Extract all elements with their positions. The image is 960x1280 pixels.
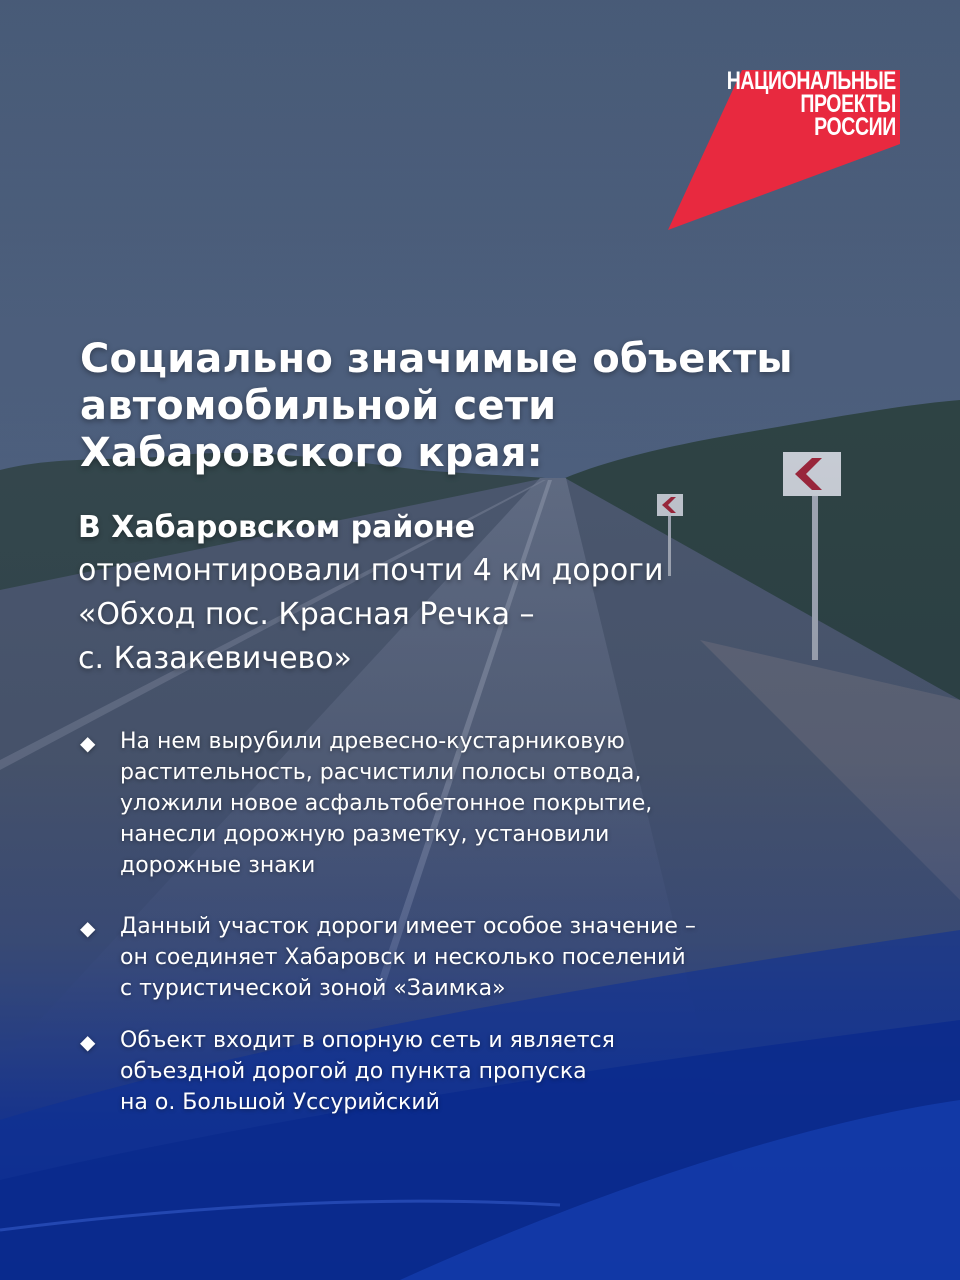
lead-line-2: «Обход пос. Красная Речка – [78,597,535,632]
national-projects-logo [660,64,910,234]
bullet-item-importance [80,911,696,1004]
bullet-item-works [80,726,652,881]
bullet-line: Данный участок дороги имеет особое значение – [120,914,696,939]
diamond-bullet-icon: ◆ [80,731,96,755]
logo-text [726,67,896,141]
lead-line-3: с. Казакевичево» [78,641,352,676]
title-line-1: Социально значимые объекты [80,336,793,382]
bullet-item-network [80,1025,615,1118]
bullet-line: нанесли дорожную разметку, установили [120,822,610,847]
logo-line-3: РОССИИ [814,113,896,141]
bullet-line: На нем вырубили древесно-кустарниковую [120,729,625,754]
lead-text [78,549,938,681]
diamond-bullet-icon: ◆ [80,916,96,940]
bullet-line: растительность, расчистили полосы отвода, [120,760,642,785]
bullet-line: объездной дорогой до пункта пропуска [120,1059,587,1084]
bullet-line: на о. Большой Уссурийский [120,1090,440,1115]
bullet-line: дорожные знаки [120,853,316,878]
bullet-line: он соединяет Хабаровск и несколько поселений [120,945,686,970]
title-line-3: Хабаровского края: [80,430,543,476]
lead-line-1: отремонтировали почти 4 км дороги [78,553,664,588]
title-line-2: автомобильной сети [80,383,557,429]
bullet-line: Объект входит в опорную сеть и является [120,1028,615,1053]
logo-line-2: ПРОЕКТЫ [800,90,896,118]
diamond-bullet-icon: ◆ [80,1030,96,1054]
bullet-line: с туристической зоной «Заимка» [120,976,506,1001]
district-heading: В Хабаровском районе [78,510,476,545]
page-title [80,336,920,477]
logo-line-1: НАЦИОНАЛЬНЫЕ [726,67,896,95]
bullet-line: уложили новое асфальтобетонное покрытие, [120,791,653,816]
